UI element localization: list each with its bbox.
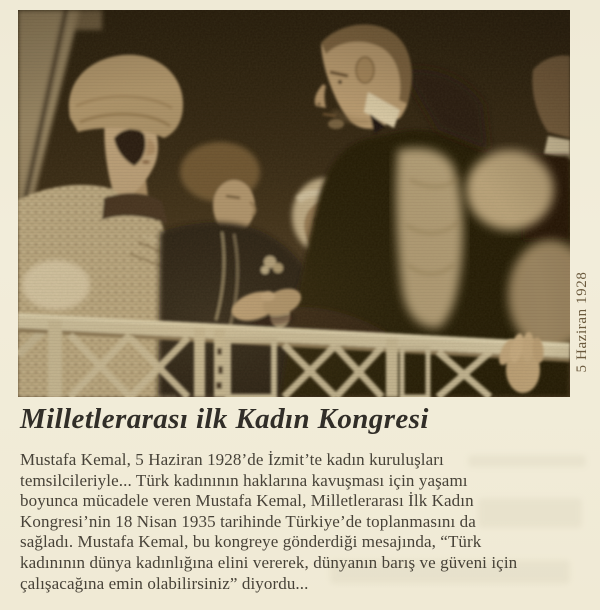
article-body: [20, 450, 590, 594]
article-title: Milletlerarası ilk Kadın Kongresi: [20, 403, 429, 435]
article-line: çalışacağına emin olabilirsiniz” diyordu...: [20, 573, 309, 593]
article-line: Kongresi’nin 18 Nisan 1935 tarihinde Türkiye’de toplanmasını da: [20, 511, 476, 531]
photo-date-caption: 5 Haziran 1928: [574, 271, 590, 373]
article-line: kadınının dünya kadınlığına elini vererek, dünyanın barış ve güveni için: [20, 552, 518, 572]
historical-photo-illustration: [18, 10, 570, 397]
article-line: boyunca mücadele veren Mustafa Kemal, Milletlerarası İlk Kadın: [20, 491, 474, 511]
article-line: sağladı. Mustafa Kemal, bu kongreye gönderdiği mesajında, “Türk: [20, 532, 482, 552]
article-line: Mustafa Kemal, 5 Haziran 1928’de İzmit’te kadın kuruluşları: [20, 450, 444, 469]
article-line: temsilcileriyle... Türk kadınının haklarına kavuşması için yaşamı: [20, 470, 468, 490]
historical-photo: [18, 10, 570, 397]
photo-sepia-tint: [18, 10, 570, 397]
